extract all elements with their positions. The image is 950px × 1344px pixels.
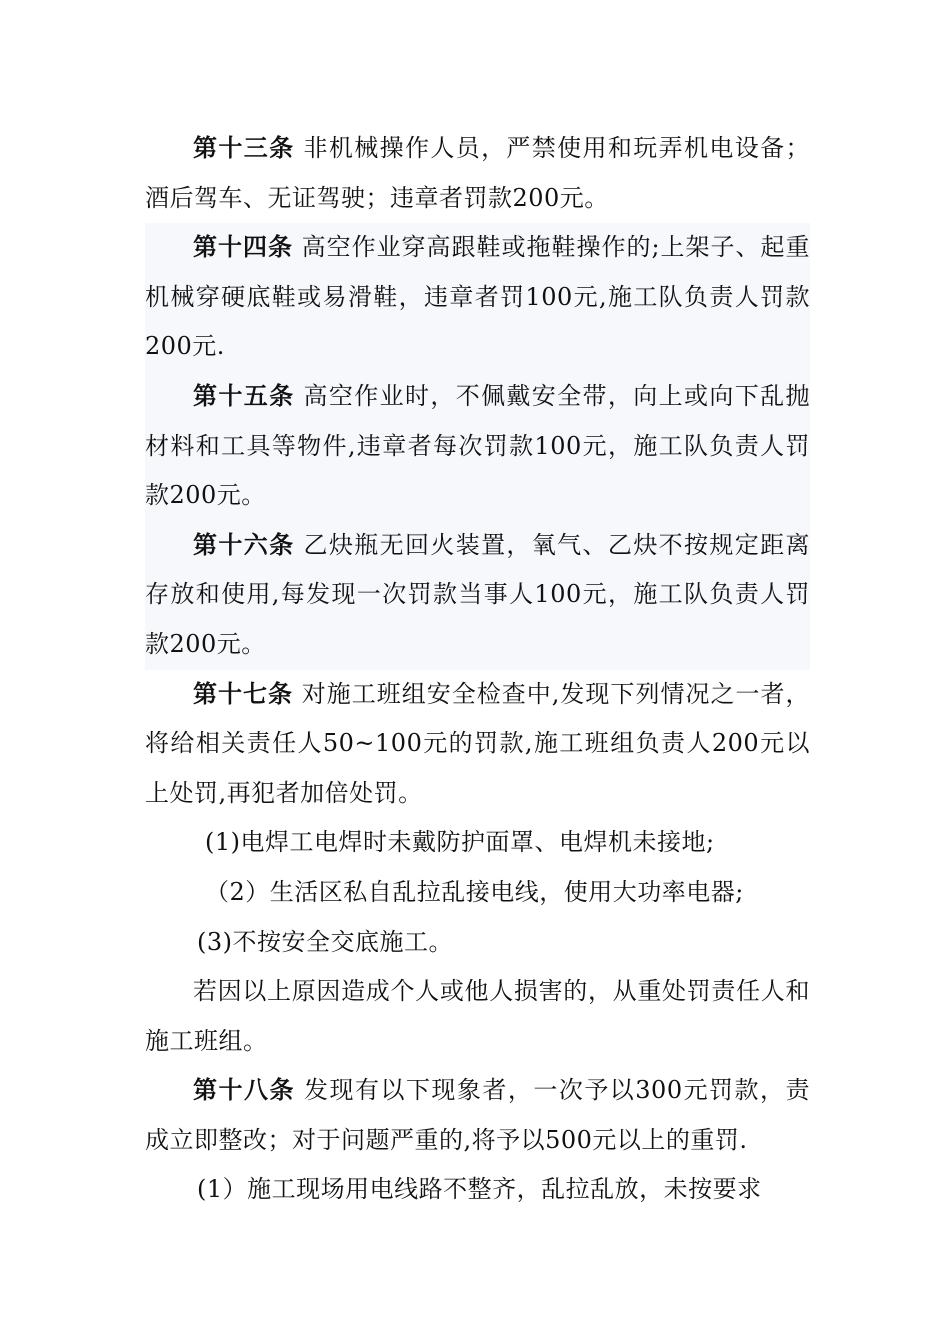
article-16-heading: 第十六条	[193, 530, 295, 559]
article-14-heading: 第十四条	[193, 233, 293, 262]
article-16-text: 乙炔瓶无回火装置，氧气、乙炔不按规定距离存放和使用,每发现一次罚款当事人100元，施工队负责人罚款200元。	[145, 530, 810, 658]
article-17-note: 若因以上原因造成个人或他人损害的，从重处罚责任人和施工班组。	[145, 977, 810, 1055]
article-16	[145, 521, 810, 670]
document-body	[145, 124, 810, 1215]
article-13	[145, 124, 810, 223]
article-14-text: 高空作业穿高跟鞋或拖鞋操作的;上架子、起重机械穿硬底鞋或易滑鞋，违章者罚100元,施工队负责人罚款200元.	[145, 233, 810, 361]
article-15	[145, 372, 810, 521]
article-18	[145, 1066, 810, 1165]
article-18-heading: 第十八条	[193, 1076, 295, 1105]
article-17-item-1: (1)电焊工电焊时未戴防护面罩、电焊机未接地;	[205, 828, 715, 857]
article-17-heading: 第十七条	[193, 679, 294, 708]
article-17-item-2: （2）生活区私自乱拉乱接电线，使用大功率电器;	[205, 877, 744, 906]
article-17-item-3: (3)不按安全交底施工。	[197, 927, 453, 956]
article-14	[145, 223, 810, 372]
article-18-text: 发现有以下现象者，一次予以300元罚款，责成立即整改；对于问题严重的,将予以500元以上的重罚.	[145, 1076, 810, 1154]
article-15-heading: 第十五条	[193, 381, 295, 410]
article-15-text: 高空作业时，不佩戴安全带，向上或向下乱抛材料和工具等物件,违章者每次罚款100元，施工队负责人罚款200元。	[145, 381, 810, 510]
article-18-item-1: (1）施工现场用电线路不整齐，乱拉乱放，未按要求	[197, 1175, 762, 1204]
shaded-block	[145, 223, 810, 669]
article-13-text: 非机械操作人员，严禁使用和玩弄机电设备；酒后驾车、无证驾驶；违章者罚款200元。	[145, 134, 810, 212]
article-13-heading: 第十三条	[193, 134, 295, 162]
article-17-text: 对施工班组安全检查中,发现下列情况之一者，将给相关责任人50~100元的罚款,施工班组负责人200元以上处罚,再犯者加倍处罚。	[145, 679, 810, 807]
article-17	[145, 670, 810, 819]
